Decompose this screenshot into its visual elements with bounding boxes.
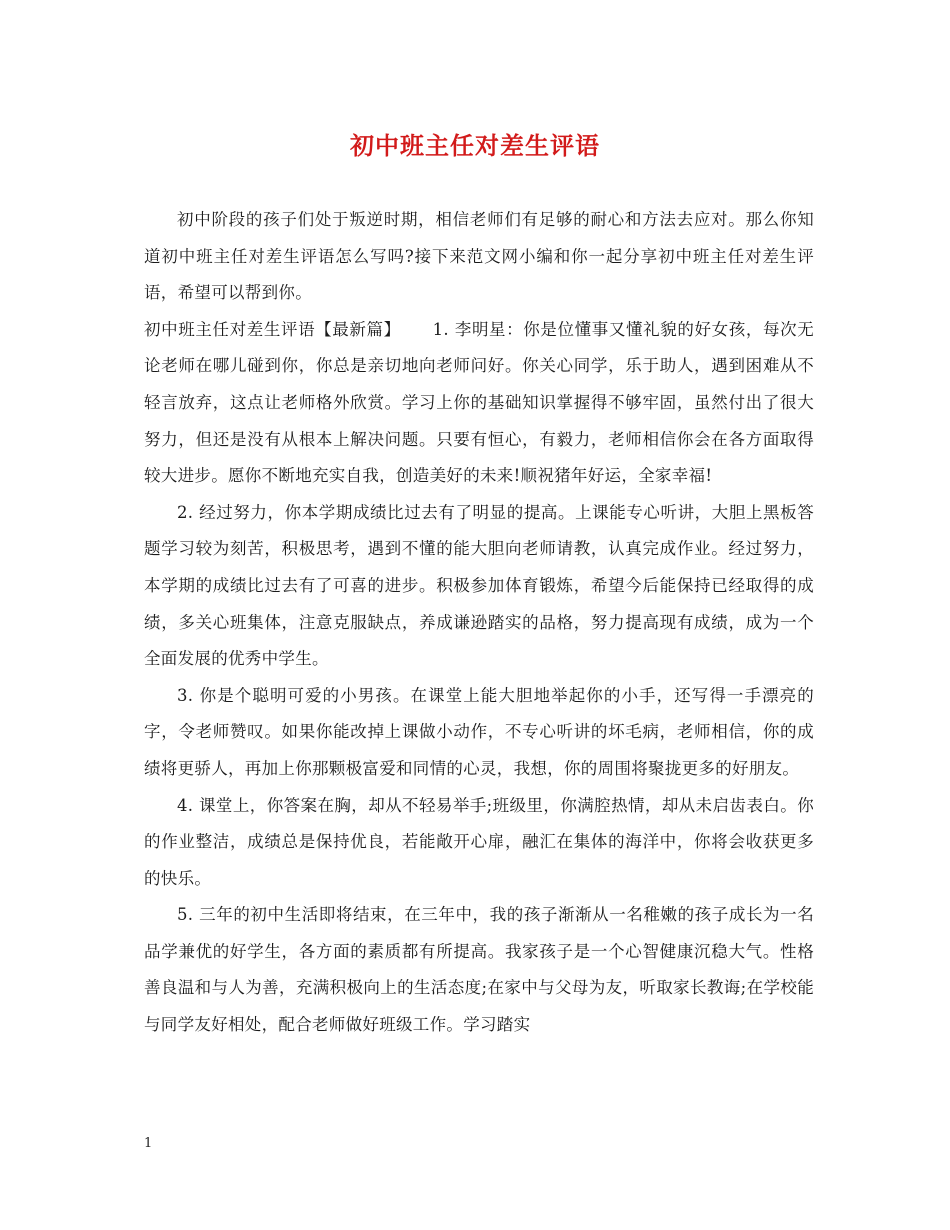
paragraph-comment-5: 5. 三年的初中生活即将结束，在三年中，我的孩子渐渐从一名稚嫩的孩子成长为一名品学兼优的好学生，各方面的素质都有所提高。我家孩子是一个心智健康沉稳大气。性格善良温和与人为善，充满积极向上的生活态度;在家中与父母为友，听取家长教诲;在学校能与同学友好相处，配合老师做好班级工作。学习踏实 [144,905,814,1035]
document-title: 初中班主任对差生评语 [350,131,600,160]
paragraph-comment-1: 初中班主任对差生评语【最新篇】 1. 李明星：你是位懂事又懂礼貌的好女孩，每次无论老师在哪儿碰到你，你总是亲切地向老师问好。你关心同学，乐于助人，遇到困难从不轻言放弃，这点让老师格外欣赏。学习上你的基础知识掌握得不够牢固，虽然付出了很大努力，但还是没有从根本上解决问题。只要有恒心，有毅力，老师相信你会在各方面取得较大进步。愿你不断地充实自我，创造美好的未来!顺祝猪年好运，全家幸福! [144,319,814,486]
paragraph-comment-3: 3. 你是个聪明可爱的小男孩。在课堂上能大胆地举起你的小手，还写得一手漂亮的字，令老师赞叹。如果你能改掉上课做小动作，不专心听讲的坏毛病，老师相信，你的成绩将更骄人，再加上你那颗极富爱和同情的心灵，我想，你的周围将聚拢更多的好朋友。 [144,685,814,778]
paragraph-intro: 初中阶段的孩子们处于叛逆时期，相信老师们有足够的耐心和方法去应对。那么你知道初中班主任对差生评语怎么写吗?接下来范文网小编和你一起分享初中班主任对差生评语，希望可以帮到你。 [144,210,814,303]
paragraph-comment-2: 2. 经过努力，你本学期成绩比过去有了明显的提高。上课能专心听讲，大胆上黑板答题学习较为刻苦，积极思考，遇到不懂的能大胆向老师请教，认真完成作业。经过努力，本学期的成绩比过去有了可喜的进步。积极参加体育锻炼，希望今后能保持已经取得的成绩，多关心班集体，注意克服缺点，养成谦逊踏实的品格，努力提高现有成绩，成为一个全面发展的优秀中学生。 [144,502,814,669]
document-body [144,202,814,1044]
paragraph-comment-4: 4. 课堂上，你答案在胸，却从不轻易举手;班级里，你满腔热情，却从未启齿表白。你的作业整洁，成绩总是保持优良，若能敞开心扉，融汇在集体的海洋中，你将会收获更多的快乐。 [144,795,814,888]
page-number: 1 [144,1136,153,1151]
